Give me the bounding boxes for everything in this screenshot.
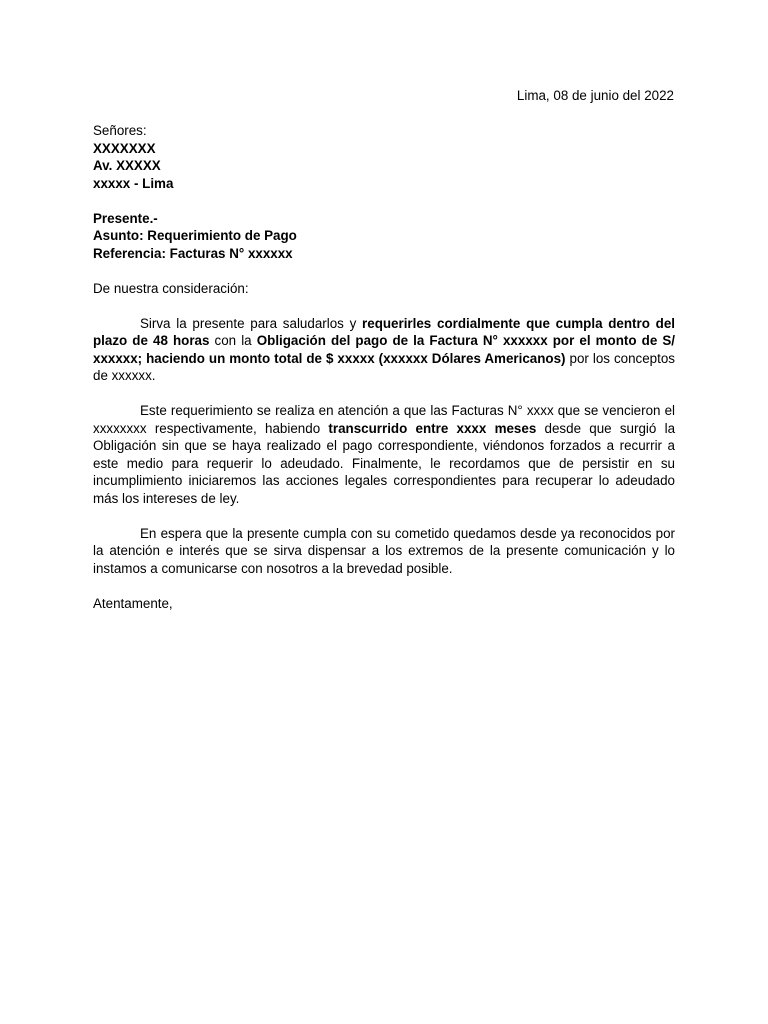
- paragraph-1-bold: Obligación del pago de la Factura N° xxxxxx por el monto de S/ xxxxxx; haciendo un monto total de $ xxxxx (xxxxxx Dólares Americanos): [93, 333, 675, 366]
- closing: Atentamente,: [93, 595, 173, 611]
- paragraph-1-bold: requerirles cordialmente que cumpla dentro del plazo de 48 horas: [93, 315, 675, 348]
- recipient-address: Av. XXXXX: [93, 158, 161, 173]
- paragraph-3: En espera que la presente cumpla con su cometido quedamos desde ya reconocidos por la atención e interés que se sirva dispensar a los extremos de la presente comunicación y lo instamos a comunicarse con nosotros a la brevedad posible.: [93, 525, 675, 576]
- subject-line: Asunto: Requerimiento de Pago: [93, 228, 297, 243]
- paragraph-2: [93, 402, 675, 507]
- paragraph-1-text: Sirva la presente para saludarlos y: [140, 315, 363, 331]
- letter-date: Lima, 08 de junio del 2022: [516, 88, 674, 103]
- letter-body: [93, 122, 675, 612]
- greeting: De nuestra consideración:: [93, 280, 249, 296]
- salutation: Señores:: [93, 123, 147, 138]
- recipient-name: XXXXXXX: [93, 140, 156, 156]
- presente-line: Presente.-: [93, 210, 158, 226]
- paragraph-2-text: desde que surgió la Obligación sin que se haya realizado el pago correspondiente, viéndonos forzados a recurrir a este medio para requerir lo adeudado. Finalmente, le recordamos que de persistir en su incumplimiento iniciaremos las acciones legales correspondientes para recuperar lo adeudado más los intereses de ley.: [93, 420, 676, 506]
- paragraph-1: [93, 315, 675, 385]
- paragraph-1-text: con la: [209, 333, 257, 348]
- paragraph-1-text: por los conceptos de xxxxxx.: [93, 350, 675, 383]
- recipient-city: xxxxx - Lima: [93, 175, 174, 191]
- paragraph-2-text: Este requerimiento se realiza en atención a que las Facturas N° xxxx que se vencieron el xxxxxxxx respectivamente, habiendo: [93, 403, 675, 436]
- paragraph-2-bold: transcurrido entre xxxx meses: [328, 420, 537, 436]
- reference-line: Referencia: Facturas N° xxxxxx: [93, 245, 293, 261]
